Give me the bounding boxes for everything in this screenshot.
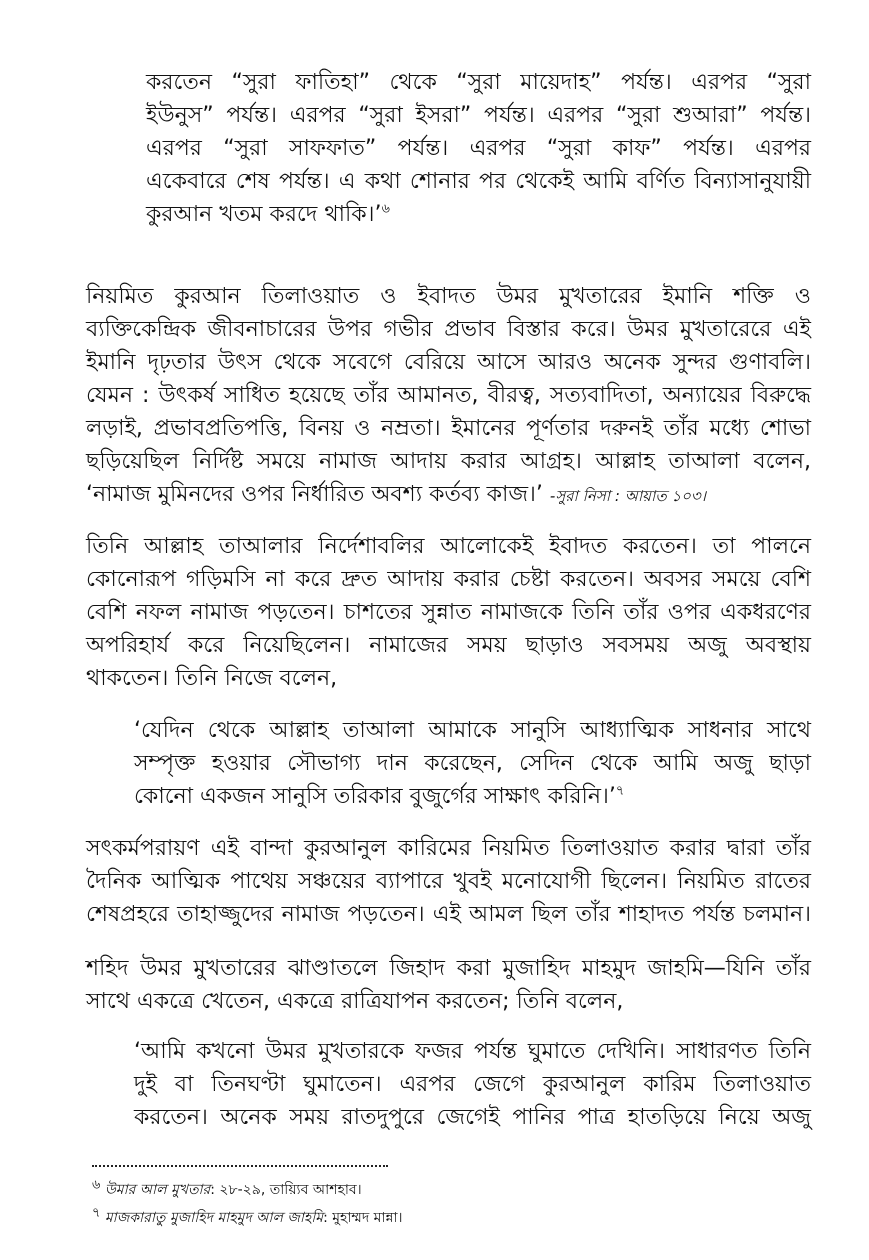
- footnote-separator: [92, 1165, 388, 1167]
- quote-line: এরপর “সুরা সাফফাত” পর্যন্ত। এরপর “সুরা কাফ” পর্যন্ত। এরপর: [146, 136, 811, 161]
- footnote-ref[interactable]: ৬: [381, 201, 390, 217]
- paragraph-line: [86, 478, 811, 511]
- quote-line: [134, 780, 811, 813]
- footnote-number: ৭: [92, 1205, 101, 1221]
- footnote-source: মাজকারাতু মুজাহিদ মাহমুদ আল জাহমি: [104, 1210, 324, 1226]
- paragraph-1: [86, 280, 811, 511]
- paragraph-line: ইমানি দৃঢ়তার উৎস থেকে সবেগে বেরিয়ে আসে আরও অনেক সুন্দর গুণাবলি।: [86, 350, 811, 375]
- paragraph-line: কোনোরূপ গড়িমসি না করে দ্রুত আদায় করার চেষ্টা করতেন। অবসর সময়ে বেশি: [86, 567, 811, 592]
- verse-quote: ‘নামাজ মুমিনদের ওপর নির্ধারিত অবশ্য কর্তব্য কাজ।’: [86, 482, 543, 507]
- paragraph-line: লড়াই, প্রভাবপ্রতিপত্তি, বিনয় ও নম্রতা। ইমানের পূর্ণতার দরুনই তাঁর মধ্যে শোভা: [86, 416, 811, 441]
- quote-line: ইউনুস” পর্যন্ত। এরপর “সুরা ইসরা” পর্যন্ত। এরপর “সুরা শুআরা” পর্যন্ত।: [146, 103, 811, 128]
- quote-line: [146, 198, 811, 231]
- paragraph-line: সৎকর্মপরায়ণ এই বান্দা কুরআনুল কারিমের নিয়মিত তিলাওয়াত করার দ্বারা তাঁর: [86, 836, 811, 861]
- verse-citation: -সুরা নিসা : আয়াত ১০৩।: [549, 487, 706, 505]
- quote-line: ‘যেদিন থেকে আল্লাহ তাআলা আমাকে সানুসি আধ্যাত্মিক সাধনার সাথে: [134, 718, 811, 743]
- quote-line: দুই বা তিনঘণ্টা ঘুমাতেন। এরপর জেগে কুরআনুল কারিম তিলাওয়াত: [134, 1072, 811, 1097]
- quote-line: একেবারে শেষ পর্যন্ত। এ কথা শোনার পর থেকেই আমি বর্ণিত বিন্যাসানুযায়ী: [146, 169, 811, 194]
- paragraph-line: থাকতেন। তিনি নিজে বলেন,: [86, 666, 338, 691]
- paragraph-line: বেশি নফল নামাজ পড়তেন। চাশতের সুন্নাত নামাজকে তিনি তাঁর ওপর একধরণের: [86, 600, 811, 625]
- quote-line: ‘আমি কখনো উমর মুখতারকে ফজর পর্যন্ত ঘুমাতে দেখিনি। সাধারণত তিনি: [134, 1039, 811, 1064]
- footnote-6: [92, 1177, 362, 1200]
- paragraph-2: [86, 530, 811, 695]
- quote-block-3: [134, 1035, 811, 1134]
- quote-line: সম্পৃক্ত হওয়ার সৌভাগ্য দান করেছেন, সেদিন থেকে আমি অজু ছাড়া: [134, 751, 811, 776]
- paragraph-line: যেমন : উৎকর্ষ সাধিত হয়েছে তাঁর আমানত, বীরত্ব, সত্যবাদিতা, অন্যায়ের বিরুদ্ধে: [86, 383, 811, 408]
- footnote-detail: : ২৮-২৯, তায়্যিব আশহাব।: [210, 1182, 362, 1198]
- footnote-source: উমার আল মুখতার: [104, 1182, 211, 1198]
- paragraph-line: ব্যক্তিকেন্দ্রিক জীবনাচারের উপর গভীর প্রভাব বিস্তার করে। উমর মুখতারেরে এই: [86, 317, 811, 342]
- footnote-detail: : মুহাম্মদ মান্না।: [323, 1210, 403, 1226]
- quote-line-text: কোনো একজন সানুসি তরিকার বুজুর্গের সাক্ষাৎ করিনি।’: [134, 784, 616, 809]
- paragraph-line: সাথে একত্রে খেতেন, একত্রে রাত্রিযাপন করতেন; তিনি বলেন,: [86, 989, 624, 1014]
- quote-line: করতেন “সুরা ফাতিহা” থেকে “সুরা মায়েদাহ” পর্যন্ত। এরপর “সুরা: [146, 70, 811, 95]
- paragraph-line: ছড়িয়েছিল নির্দিষ্ট সময়ে নামাজ আদায় করার আগ্রহ। আল্লাহ তাআলা বলেন,: [86, 449, 811, 474]
- footnote-7: [92, 1205, 403, 1228]
- paragraph-line: অপরিহার্য করে নিয়েছিলেন। নামাজের সময় ছাড়াও সবসময় অজু অবস্থায়: [86, 633, 811, 658]
- quote-block-1: [146, 66, 811, 231]
- footnote-ref[interactable]: ৭: [615, 783, 625, 799]
- paragraph-line: তিনি আল্লাহ তাআলার নির্দেশাবলির আলোকেই ইবাদত করতেন। তা পালনে: [86, 534, 811, 559]
- quote-line-text: কুরআন খতম করদে থাকি।’: [146, 202, 382, 227]
- quote-block-2: [134, 714, 811, 813]
- quote-line: করতেন। অনেক সময় রাতদুপুরে জেগেই পানির পাত্র হাতড়িয়ে নিয়ে অজু: [134, 1105, 811, 1130]
- paragraph-line: শহিদ উমর মুখতারের ঝাণ্ডাতলে জিহাদ করা মুজাহিদ মাহমুদ জাহমি—যিনি তাঁর: [86, 956, 811, 981]
- paragraph-line: দৈনিক আত্মিক পাথেয় সঞ্চয়ের ব্যাপারে খুবই মনোযোগী ছিলেন। নিয়মিত রাতের: [86, 869, 811, 894]
- footnote-number: ৬: [92, 1177, 101, 1193]
- paragraph-3: [86, 832, 811, 931]
- paragraph-line: নিয়মিত কুরআন তিলাওয়াত ও ইবাদত উমর মুখতারের ইমানি শক্তি ও: [86, 284, 811, 309]
- paragraph-line: শেষপ্রহরে তাহাজ্জুদের নামাজ পড়তেন। এই আমল ছিল তাঁর শাহাদত পর্যন্ত চলমান।: [86, 902, 811, 927]
- paragraph-4: [86, 952, 811, 1018]
